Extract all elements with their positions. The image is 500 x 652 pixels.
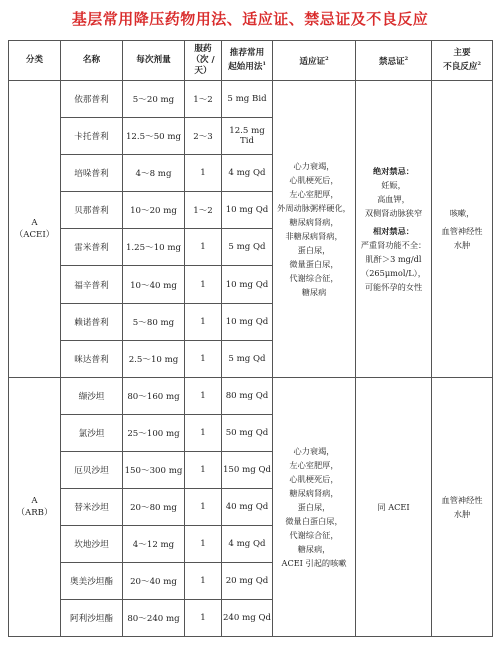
drug-frequency: 2～3 — [185, 118, 222, 155]
header-start-line2: 起始用法 — [228, 61, 263, 72]
contra-item: 可能怀孕的女性 — [364, 281, 423, 292]
drug-start: 40 mg Qd — [222, 489, 273, 526]
adverse-item: 水肿 — [453, 239, 471, 250]
indication-item: 糖尿病 — [301, 286, 327, 297]
table-row — [9, 377, 493, 414]
drug-start: 5 mg Qd — [222, 229, 273, 266]
header-contraindication-label: 禁忌证 — [378, 56, 405, 67]
category-arb — [9, 377, 61, 637]
drug-frequency: 1 — [185, 414, 222, 451]
drug-start: 50 mg Qd — [222, 414, 273, 451]
footnote-marker: 2 — [477, 61, 481, 68]
indication-item: 糖尿病肾病， — [289, 216, 339, 227]
drug-frequency: 1 — [185, 155, 222, 192]
drug-frequency: 1 — [185, 377, 222, 414]
indication-item: 蛋白尿， — [297, 244, 331, 255]
indication-item: 心肌梗死后， — [289, 174, 339, 185]
contra-item: 严重肾功能不全： — [360, 239, 427, 250]
drug-name: 贝那普利 — [61, 192, 123, 229]
acei-adverse — [432, 81, 493, 378]
indication-item: 非糖尿病肾病， — [285, 230, 343, 241]
drug-dose: 20～40 mg — [123, 563, 185, 600]
header-name: 名称 — [61, 41, 123, 81]
contra-absolute-title: 绝对禁忌： — [373, 165, 414, 176]
drug-frequency: 1 — [185, 451, 222, 488]
indication-item: 微量白蛋白尿， — [285, 516, 343, 527]
indication-item: 糖尿病， — [297, 544, 331, 555]
footnote-marker: 2 — [325, 55, 329, 62]
indication-item: 微量蛋白尿， — [289, 258, 339, 269]
header-start-usage — [222, 41, 273, 81]
category-acei — [9, 81, 61, 378]
drug-name: 福辛普利 — [61, 266, 123, 303]
drug-table — [8, 40, 493, 637]
indication-item: 心力衰竭， — [293, 160, 335, 171]
header-category: 分类 — [9, 41, 61, 81]
drug-name: 缬沙坦 — [61, 377, 123, 414]
drug-frequency: 1 — [185, 229, 222, 266]
header-dose: 每次剂量 — [123, 41, 185, 81]
drug-frequency: 1 — [185, 340, 222, 377]
drug-name: 奥美沙坦酯 — [61, 563, 123, 600]
drug-name: 氯沙坦 — [61, 414, 123, 451]
drug-frequency: 1～2 — [185, 81, 222, 118]
drug-dose: 10～40 mg — [123, 266, 185, 303]
drug-dose: 4～12 mg — [123, 526, 185, 563]
drug-start: 4 mg Qd — [222, 155, 273, 192]
drug-start: 150 mg Qd — [222, 451, 273, 488]
acei-contraindications — [356, 81, 432, 378]
category-line1: A — [31, 496, 38, 507]
drug-frequency: 1 — [185, 563, 222, 600]
adverse-item: 血管神经性 — [441, 225, 483, 236]
drug-dose: 20～80 mg — [123, 489, 185, 526]
adverse-item: 水肿 — [453, 509, 471, 520]
contra-item: 高血钾， — [377, 193, 410, 204]
drug-dose: 4～8 mg — [123, 155, 185, 192]
drug-dose: 10～20 mg — [123, 192, 185, 229]
drug-start: 20 mg Qd — [222, 563, 273, 600]
drug-dose: 5～80 mg — [123, 303, 185, 340]
drug-name: 雷米普利 — [61, 229, 123, 266]
arb-contraindications: 同 ACEI — [356, 377, 432, 637]
drug-start: 10 mg Qd — [222, 303, 273, 340]
header-frequency-line2: （次 / 天） — [191, 55, 215, 76]
header-start-line1: 推荐常用 — [229, 48, 265, 59]
adverse-item: 血管神经性 — [441, 495, 483, 506]
drug-name: 厄贝沙坦 — [61, 451, 123, 488]
contra-relative-title: 相对禁忌： — [373, 225, 414, 236]
header-row — [9, 41, 493, 81]
drug-dose: 2.5～10 mg — [123, 340, 185, 377]
table-row — [9, 81, 493, 118]
drug-frequency: 1～2 — [185, 192, 222, 229]
arb-adverse — [432, 377, 493, 637]
indication-item: ACEI 引起的咳嗽 — [281, 558, 347, 569]
header-adverse-line1: 主要 — [453, 48, 471, 59]
drug-start: 10 mg Qd — [222, 192, 273, 229]
drug-dose: 12.5～50 mg — [123, 118, 185, 155]
header-frequency-line1: 服药 — [194, 44, 212, 54]
page-title: 基层常用降压药物用法、适应证、禁忌证及不良反应 — [71, 10, 429, 28]
footnote-marker: 1 — [262, 61, 266, 68]
drug-name: 阿利沙坦酯 — [61, 600, 123, 637]
category-line2: （ACEI） — [14, 229, 55, 240]
acei-indications — [273, 81, 356, 378]
drug-name: 卡托普利 — [61, 118, 123, 155]
drug-frequency: 1 — [185, 489, 222, 526]
drug-start: 240 mg Qd — [222, 600, 273, 637]
drug-name: 依那普利 — [61, 81, 123, 118]
indication-item: 左心室肥厚， — [289, 460, 339, 471]
indication-item: 蛋白尿， — [297, 502, 331, 513]
drug-frequency: 1 — [185, 266, 222, 303]
indication-item: 心力衰竭， — [293, 446, 335, 457]
drug-dose: 25～100 mg — [123, 414, 185, 451]
indication-item: 代谢综合征， — [289, 272, 339, 283]
drug-start: 5 mg Qd — [222, 340, 273, 377]
drug-start: 12.5 mg Tid — [222, 118, 273, 155]
drug-start: 4 mg Qd — [222, 526, 273, 563]
drug-name: 咪达普利 — [61, 340, 123, 377]
indication-item: 心肌梗死后， — [289, 474, 339, 485]
contra-item: 妊娠， — [381, 179, 406, 190]
drug-name: 坎地沙坦 — [61, 526, 123, 563]
header-indication — [273, 41, 356, 81]
drug-dose: 1.25～10 mg — [123, 229, 185, 266]
header-adverse — [432, 41, 493, 81]
header-indication-label: 适应证 — [299, 56, 326, 67]
drug-frequency: 1 — [185, 600, 222, 637]
category-line2: （ARB） — [16, 508, 53, 519]
drug-dose: 5～20 mg — [123, 81, 185, 118]
drug-start: 10 mg Qd — [222, 266, 273, 303]
drug-name: 赖诺普利 — [61, 303, 123, 340]
drug-name: 培哚普利 — [61, 155, 123, 192]
header-frequency — [185, 41, 222, 81]
category-line1: A — [31, 217, 38, 228]
drug-dose: 80～160 mg — [123, 377, 185, 414]
drug-start: 5 mg Bid — [222, 81, 273, 118]
indication-item: 外周动脉粥样硬化， — [277, 202, 351, 213]
drug-name: 替米沙坦 — [61, 489, 123, 526]
adverse-item: 咳嗽， — [449, 207, 475, 218]
indication-item: 糖尿病肾病， — [289, 488, 339, 499]
header-adverse-line2: 不良反应 — [443, 61, 478, 72]
drug-frequency: 1 — [185, 303, 222, 340]
contra-item: （265μmol/L）， — [361, 267, 426, 278]
drug-frequency: 1 — [185, 526, 222, 563]
footnote-marker: 2 — [404, 55, 409, 62]
header-contraindication — [356, 41, 432, 81]
contra-item: 肌酐＞3 mg/dl — [365, 253, 422, 264]
indication-item: 代谢综合征， — [289, 530, 339, 541]
contra-item: 双侧肾动脉狭窄 — [364, 207, 423, 218]
drug-start: 80 mg Qd — [222, 377, 273, 414]
arb-indications — [273, 377, 356, 637]
indication-item: 左心室肥厚， — [289, 188, 339, 199]
drug-dose: 80～240 mg — [123, 600, 185, 637]
drug-dose: 150～300 mg — [123, 451, 185, 488]
